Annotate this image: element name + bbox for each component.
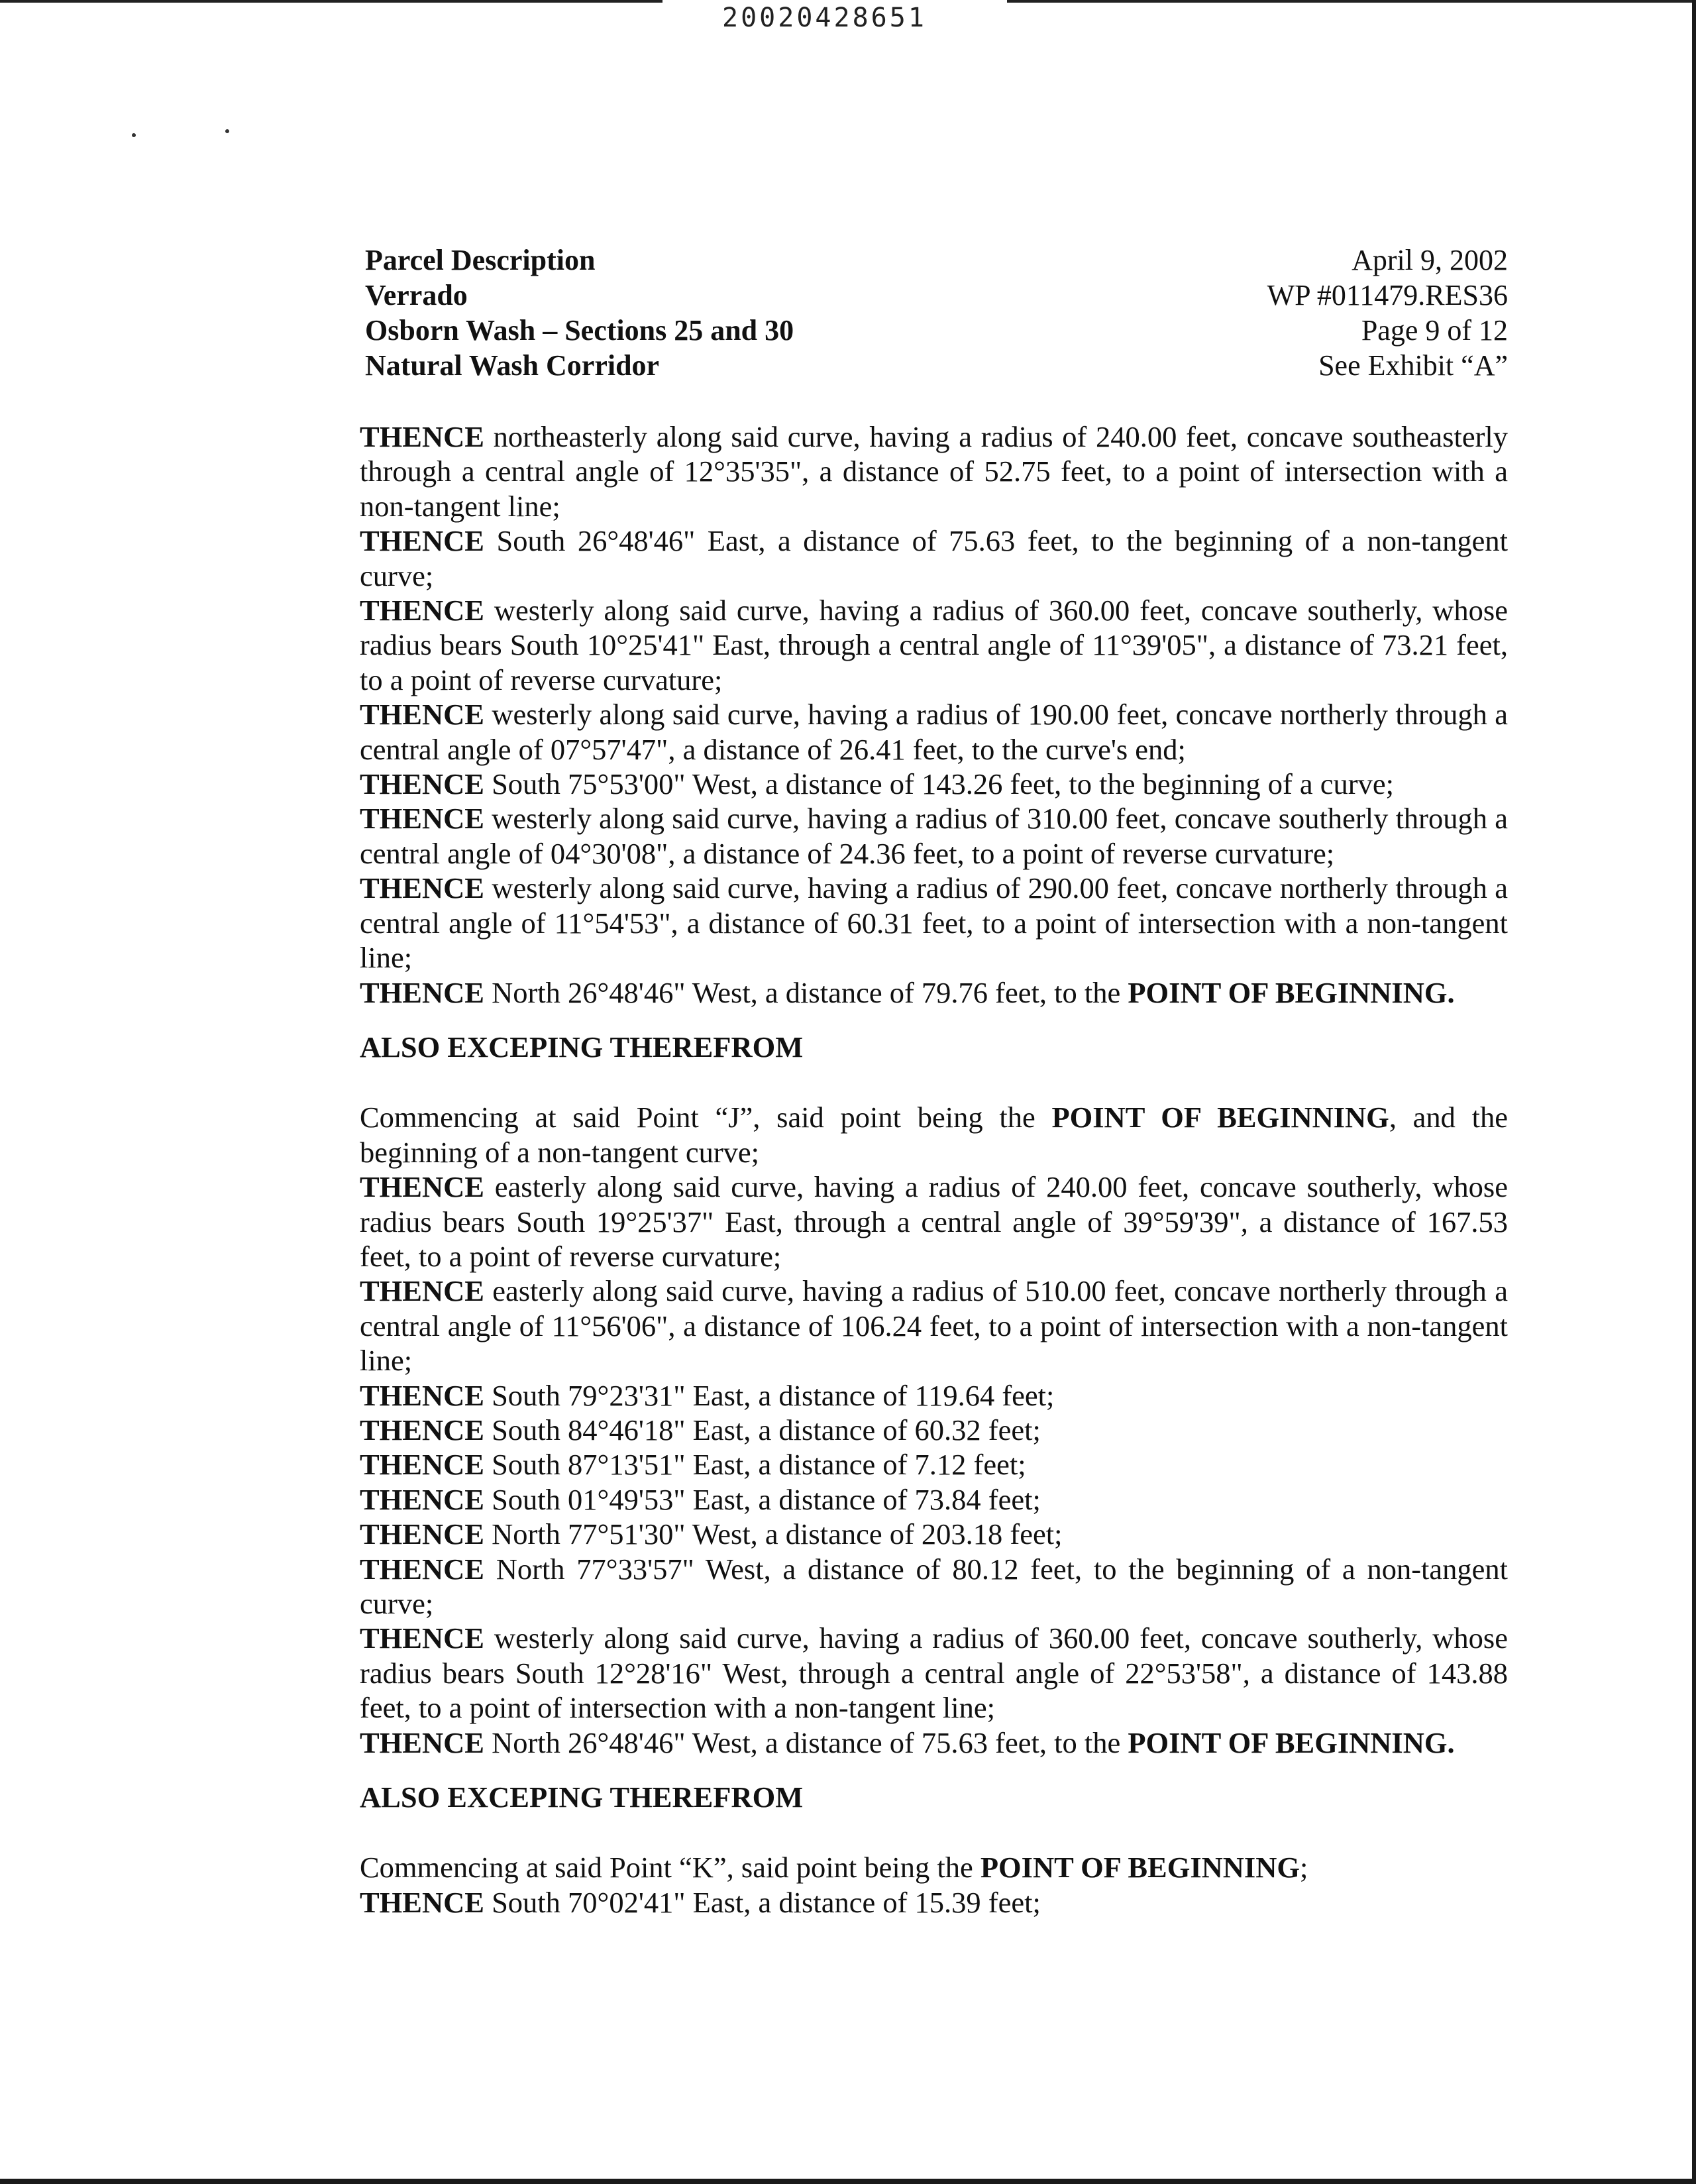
course-paragraph [360, 801, 1508, 871]
thence-keyword: THENCE [360, 975, 484, 1009]
thence-keyword: THENCE [360, 1517, 484, 1551]
course-paragraph [360, 697, 1508, 767]
thence-keyword: THENCE [360, 1448, 484, 1482]
thence-keyword: THENCE [360, 1274, 484, 1308]
course-paragraph [360, 1482, 1508, 1517]
course-text: South 70°02'41" East, a distance of 15.39 feet; [484, 1885, 1041, 1919]
course-paragraph [360, 1413, 1508, 1447]
course-paragraph [360, 1725, 1508, 1760]
scan-border-right [1692, 0, 1696, 2184]
course-text: northeasterly along said curve, having a radius of 240.00 feet, concave southeasterly through a central angle of 12°35'35", a distance of 52.75 feet, to a point of intersection with a non-tangent line; [360, 420, 1508, 523]
exception-heading-2: ALSO EXCEPING THEREFROM [360, 1780, 804, 1814]
header-project: Verrado [365, 279, 468, 311]
header-page-number: Page 9 of 12 [1361, 314, 1508, 347]
course-paragraph [360, 593, 1508, 697]
course-text: South 01°49'53" East, a distance of 73.84 feet; [484, 1482, 1041, 1516]
scan-border-bottom [0, 2179, 1696, 2184]
thence-keyword: THENCE [360, 1552, 484, 1586]
course-paragraph [360, 767, 1508, 801]
header-exhibit: See Exhibit “A” [1318, 349, 1508, 382]
course-text: South 79°23'31" East, a distance of 119.64 feet; [484, 1378, 1055, 1412]
course-text: westerly along said curve, having a radius of 290.00 feet, concave northerly through a central angle of 11°54'53", a distance of 60.31 feet, to a point of intersection with a non-tangent line; [360, 871, 1508, 975]
course-list-2 [360, 1170, 1508, 1760]
commencing-text: Commencing at said Point “K”, said point being the [360, 1851, 980, 1884]
header-wp-number: WP #011479.RES36 [1267, 279, 1508, 311]
course-paragraph [360, 419, 1508, 523]
thence-keyword: THENCE [360, 1885, 484, 1919]
point-of-beginning: POINT OF BEGINNING [980, 1851, 1300, 1884]
thence-keyword: THENCE [360, 871, 484, 905]
course-paragraph [360, 1274, 1508, 1378]
legal-description-body [360, 419, 1508, 1920]
header-corridor: Natural Wash Corridor [365, 349, 660, 382]
course-paragraph [360, 1885, 1508, 1920]
header-location: Osborn Wash – Sections 25 and 30 [365, 314, 794, 347]
course-text: westerly along said curve, having a radius of 310.00 feet, concave southerly through a central angle of 04°30'08", a distance of 24.36 feet, to a point of reverse curvature; [360, 802, 1508, 870]
course-paragraph [360, 975, 1508, 1010]
commencing-paragraph-j [360, 1100, 1508, 1170]
header-right-block [1267, 243, 1508, 383]
course-text: South 75°53'00" West, a distance of 143.26 feet, to the beginning of a curve; [484, 767, 1394, 801]
scan-speck [225, 129, 229, 133]
point-of-beginning: POINT OF BEGINNING [1051, 1101, 1389, 1134]
header-left-block [365, 243, 794, 383]
thence-keyword: THENCE [360, 1621, 484, 1655]
thence-keyword: THENCE [360, 802, 484, 836]
course-text: westerly along said curve, having a radius of 360.00 feet, concave southerly, whose radius bears South 12°28'16" West, through a central angle of 22°53'58", a distance of 143.88 feet, to a point of intersection with a non-tangent line; [360, 1621, 1508, 1725]
course-text: westerly along said curve, having a radius of 190.00 feet, concave northerly through a central angle of 07°57'47", a distance of 26.41 feet, to the curve's end; [360, 698, 1508, 766]
course-paragraph [360, 1378, 1508, 1413]
course-text: South 84°46'18" East, a distance of 60.32 feet; [484, 1413, 1041, 1447]
course-paragraph [360, 1552, 1508, 1621]
course-list-1 [360, 419, 1508, 1010]
thence-keyword: THENCE [360, 698, 484, 732]
thence-keyword: THENCE [360, 1413, 484, 1447]
course-paragraph [360, 871, 1508, 975]
document-number: 20020428651 [722, 3, 927, 33]
course-text: easterly along said curve, having a radius of 510.00 feet, concave northerly through a central angle of 11°56'06", a distance of 106.24 feet, to a point of intersection with a non-tangent line; [360, 1274, 1508, 1378]
commencing-text-end: ; [1299, 1851, 1308, 1884]
thence-keyword: THENCE [360, 1482, 484, 1516]
thence-keyword: THENCE [360, 1170, 484, 1204]
commencing-paragraph-k [360, 1850, 1508, 1884]
course-text: easterly along said curve, having a radius of 240.00 feet, concave southerly, whose radius bears South 19°25'37" East, through a central angle of 39°59'39", a distance of 167.53 feet, to a point of reverse curvature; [360, 1170, 1508, 1273]
course-list-3 [360, 1885, 1508, 1920]
header-date: April 9, 2002 [1352, 244, 1508, 276]
scan-speck [132, 133, 136, 137]
course-text: South 26°48'46" East, a distance of 75.63 feet, to the beginning of a non-tangent curve; [360, 524, 1508, 592]
thence-keyword: THENCE [360, 767, 484, 801]
course-paragraph [360, 1170, 1508, 1274]
thence-keyword: THENCE [360, 1378, 484, 1412]
thence-keyword: THENCE [360, 524, 484, 558]
thence-keyword: THENCE [360, 594, 484, 628]
point-of-beginning: POINT OF BEGINNING. [1128, 1725, 1455, 1759]
course-paragraph [360, 1621, 1508, 1725]
course-text: North 26°48'46" West, a distance of 75.63 feet, to the [484, 1725, 1128, 1759]
thence-keyword: THENCE [360, 420, 484, 453]
course-text: North 77°51'30" West, a distance of 203.18 feet; [484, 1517, 1063, 1551]
exception-heading-1: ALSO EXCEPING THEREFROM [360, 1030, 804, 1064]
course-paragraph [360, 1447, 1508, 1482]
header-title: Parcel Description [365, 244, 596, 276]
course-text: westerly along said curve, having a radius of 360.00 feet, concave southerly, whose radius bears South 10°25'41" East, through a central angle of 11°39'05", a distance of 73.21 feet, to a point of reverse curvature; [360, 594, 1508, 696]
course-paragraph [360, 523, 1508, 593]
commencing-text: Commencing at said Point “J”, said point being the [360, 1101, 1052, 1134]
commencing-text-end: , and the beginning of a non-tangent curve; [360, 1101, 1509, 1169]
course-text: North 26°48'46" West, a distance of 79.76 feet, to the [484, 975, 1128, 1009]
course-paragraph [360, 1517, 1508, 1551]
thence-keyword: THENCE [360, 1725, 484, 1759]
point-of-beginning: POINT OF BEGINNING. [1128, 975, 1455, 1009]
course-text: South 87°13'51" East, a distance of 7.12 feet; [484, 1448, 1026, 1482]
course-text: North 77°33'57" West, a distance of 80.12 feet, to the beginning of a non-tangent curve; [360, 1552, 1508, 1620]
